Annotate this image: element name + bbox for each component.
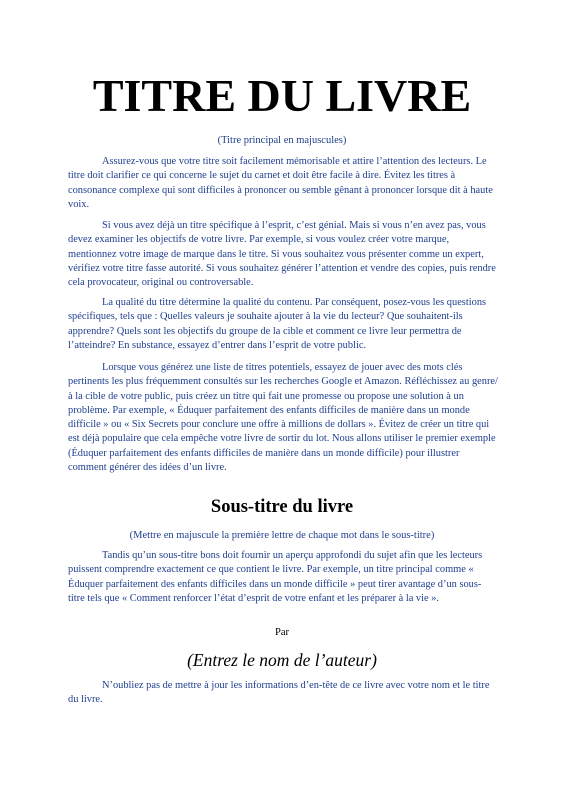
author-name: (Entrez le nom de l’auteur) <box>187 650 377 670</box>
paragraph-2: Si vous avez déjà un titre spécifique à l’esprit, c’est génial. Mais si vous n’en avez pas, vous devez examiner les objectifs de votre livre. Par exemple, si vous voulez créer votre marque, mentionnez votre image de marque dans le titre. Si vous souhaitez vous présenter comme un expert, vérifiez votre titre fasse autorité. Si vous souhaitez générer l’attention et vendre des copies, puis rendre cela provocateur, original ou controversable. <box>68 220 496 289</box>
paragraph-1: Assurez-vous que votre titre soit facilement mémorisable et attire l’attention des lecteurs. Le titre doit clarifier ce qui concerne le sujet du carnet et doit être facile à dire. Évitez les titres à consonance complexe qui sont difficiles à prononcer ou semble gênant à prononcer lorsque dit à haute voix. <box>68 156 493 210</box>
book-title: TITRE DU LIVRE <box>92 70 472 121</box>
paragraph-3: La qualité du titre détermine la qualité du contenu. Par conséquent, posez-vous les questions spécifiques, tels que : Quelles valeurs je souhaite ajouter à la vie du lecteur? Que souhaitent-ils apprendre? Quels sont les objectifs du groupe de la cible et comment ce livre leur permettra de l’atteindre? En substance, essayez d’entrer dans l’esprit de votre public. <box>68 297 487 351</box>
book-subtitle: Sous-titre du livre <box>210 497 354 517</box>
subtitle-paragraph: Tandis qu’un sous-titre bons doit fournir un aperçu approfondi du sujet afin que les lecteurs puissent comprendre exactement ce que contient le livre. Par exemple, un titre principal comme « Éduquer parfaitement des enfants difficiles dans un monde difficile » peut tirer avantage d’un sous-titre tels que « Comment renforcer l’état d’esprit de votre enfant et les préparer à la vie ». <box>68 550 483 604</box>
title-note: (Titre principal en majuscules) <box>217 135 347 146</box>
by-label: Par <box>275 627 289 638</box>
subtitle-note: (Mettre en majuscule la première lettre de chaque mot dans le sous-titre) <box>129 530 435 541</box>
closing-paragraph: N’oubliez pas de mettre à jour les informations d’en-tête de ce livre avec votre nom et le titre du livre. <box>68 680 490 706</box>
paragraph-4: Lorsque vous générez une liste de titres potentiels, essayez de jouer avec des mots clés pertinents les plus fréquemment consultés sur les recherches Google et Amazon. Réfléchissez au genre/à la cible de votre public, puis créez un titre qui fait une promesse ou propose une solution à un problème. Par exemple, « Éduquer parfaitement des enfants difficiles de manière dans un monde difficile » ou « Six Secrets pour conclure une offre à millions de dollars ». Évitez de créer un titre qui est déjà populaire que cela empêche votre livre de sortir du lot. Nous allons utiliser le premier exemple (Éduquer parfaitement des enfants difficiles de manière dans un monde difficile) pour illustrer comment générer des idées d’un livre. <box>68 362 498 474</box>
